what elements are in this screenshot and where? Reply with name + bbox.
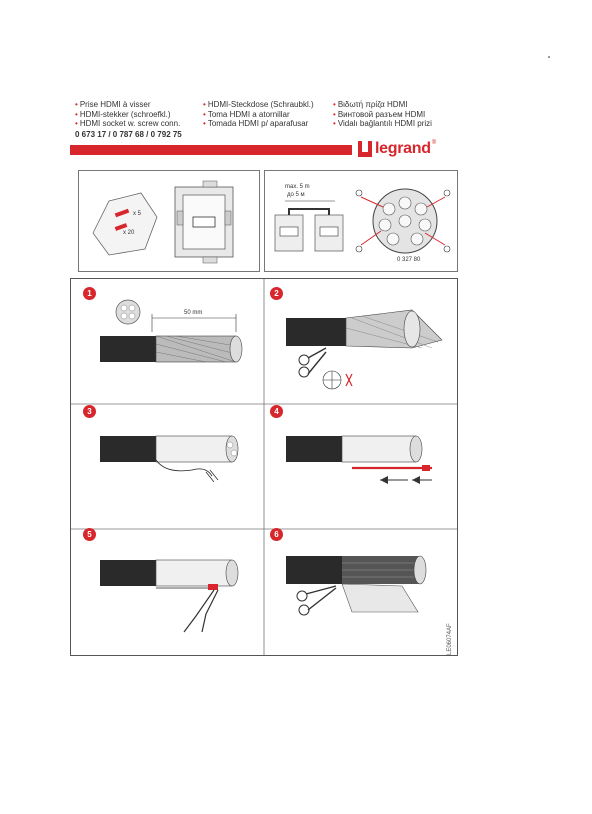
product-references: 0 673 17 / 0 787 68 / 0 792 75 [75,130,182,139]
step-3-cable-diagram [96,430,256,500]
overview-connection-panel [264,170,458,272]
red-header-bar [70,145,352,155]
step-number-6: 6 [270,528,283,541]
title-fr: Prise HDMI à visser [79,100,151,109]
step-number-5: 5 [83,528,96,541]
title-pt: Tomada HDMI p/ aparafusar [207,119,309,128]
legrand-mark-icon [358,141,372,157]
step-number-1: 1 [83,287,96,300]
contents-illustration [79,171,259,271]
title-column-1: • Prise HDMI à visser • HDMI-stekker (schroefkl.) • HDMI socket w. screw conn. [75,100,181,128]
count-x5: x 5 [133,211,142,217]
title-tr: Vidalı bağlantılı HDMI prizi [337,119,432,128]
count-x20: x 20 [123,230,135,236]
brand-name: legrand [375,140,431,157]
step-6-cable-diagram [282,550,447,630]
title-es: Toma HDMI a atornillar [207,109,290,119]
overview-contents-panel [78,170,260,272]
registered-mark: ® [431,140,437,146]
title-ru: Винтовой разъем HDMI [337,109,426,119]
title-nl: HDMI-stekker (schroefkl.) [79,109,171,119]
title-en: HDMI socket w. screw conn. [79,119,181,128]
step-4-cable-diagram [282,430,447,500]
step-2-cable-diagram [282,300,452,395]
max-distance-label: max. 5 m [285,184,310,190]
step-1-cable-diagram [96,292,256,382]
step-number-3: 3 [83,405,96,418]
step-number-4: 4 [270,405,283,418]
max-distance-label-ru: до 5 м [287,192,305,198]
scan-speck [548,56,550,58]
title-column-3: • Βιδωτή πρίζα HDMI • Винтовой разъем HDMI • Vidalı bağlantılı HDMI prizi [333,100,432,128]
step-5-cable-diagram [96,556,256,636]
document-code: LE06074AF [447,623,453,655]
title-el: Βιδωτή πρίζα HDMI [337,100,408,109]
measure-50mm: 50 mm [184,310,203,316]
connector-reference: 0 327 80 [397,257,421,263]
title-de: HDMI-Steckdose (Schraubkl.) [207,100,314,109]
step-number-2: 2 [270,287,283,300]
legrand-logo [358,138,436,160]
title-column-2: • HDMI-Steckdose (Schraubkl.) • Toma HDMI a atornillar • Tomada HDMI p/ aparafusar [203,100,314,128]
